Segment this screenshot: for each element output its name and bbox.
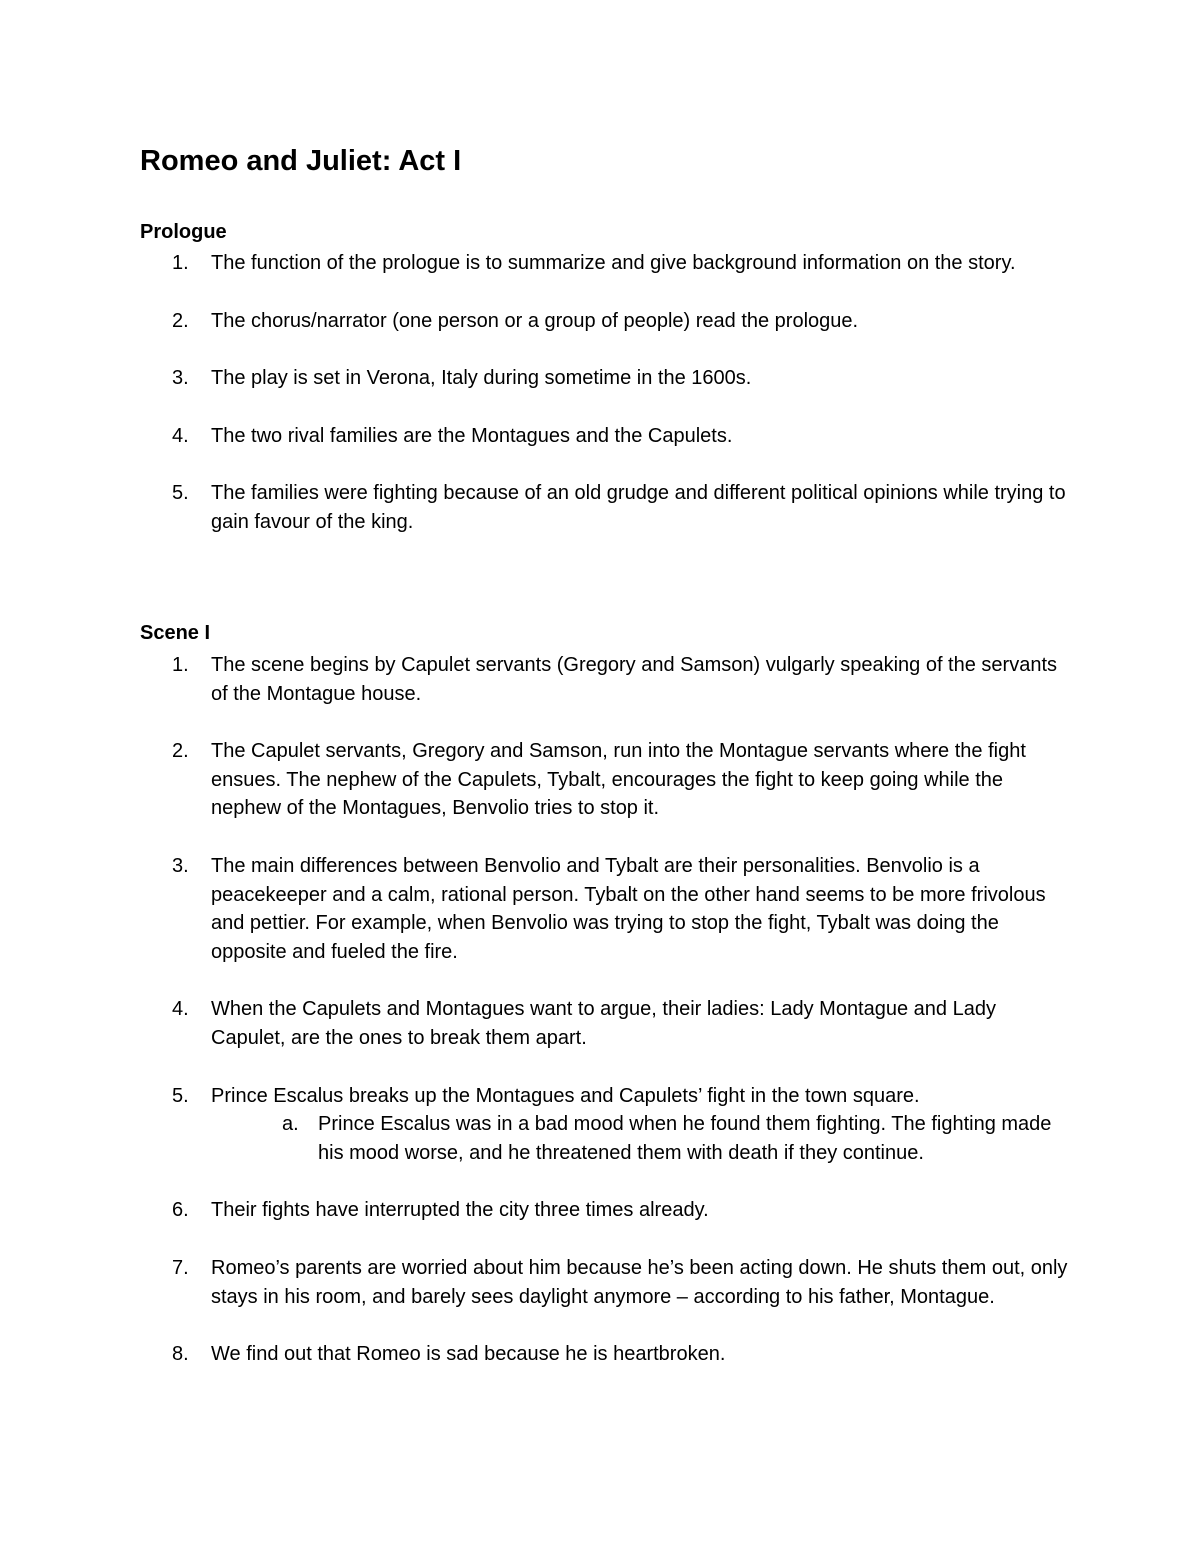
list-item-number: 1. — [172, 654, 189, 676]
list-item — [0, 651, 1200, 708]
list-item-text: The main differences between Benvolio and Tybalt are their personalities. Benvolio is a peacekeeper and a calm, rational person. Tybalt on the other hand seems to be more frivolous and pettier. For example, when Benvolio was trying to stop the fight, Tybalt was doing the opposite and fueled the fire. — [211, 854, 1046, 963]
list-item-text: The function of the prologue is to summarize and give background information on the story. — [211, 252, 1016, 274]
list-item-number: 5. — [172, 482, 189, 505]
sub-list-item-text: Prince Escalus was in a bad mood when he found them fighting. The fighting made his mood worse, and he threatened them with death if they continue. — [318, 1113, 1052, 1164]
list-item — [0, 422, 1200, 451]
list-item-number: 7. — [172, 1256, 189, 1279]
list-item-text: The Capulet servants, Gregory and Samson, run into the Montague servants where the fight ensues. The nephew of the Capulets, Tybalt, encourages the fight to keep going while the nephew of the Montagues, Benvolio tries to stop it. — [211, 740, 1026, 820]
prologue-list — [0, 249, 1200, 566]
list-item-number: 5. — [172, 1084, 189, 1107]
list-item-number: 3. — [172, 367, 189, 390]
list-item-number: 2. — [172, 309, 189, 332]
list-item-number: 3. — [172, 854, 189, 877]
section-heading-prologue: Prologue — [140, 221, 227, 243]
list-item — [0, 307, 1200, 336]
list-item-number: 6. — [172, 1199, 189, 1222]
list-item-number: 4. — [172, 998, 189, 1021]
list-item-text: Their fights have interrupted the city three times already. — [211, 1199, 709, 1222]
list-item — [0, 364, 1200, 393]
list-item — [0, 1082, 1200, 1168]
document-title: Romeo and Juliet: Act I — [140, 145, 462, 177]
list-item — [0, 995, 1200, 1052]
list-item-number: 4. — [172, 424, 189, 447]
list-item-number: 1. — [172, 252, 189, 274]
list-item-text: The chorus/narrator (one person or a group of people) read the prologue. — [211, 309, 859, 332]
sub-list — [0, 1110, 1200, 1167]
list-item-text: Prince Escalus breaks up the Montagues and Capulets’ fight in the town square. — [211, 1084, 920, 1107]
sub-list-item-letter: a. — [282, 1113, 299, 1136]
sub-list-item — [0, 1110, 1200, 1167]
list-item — [0, 479, 1200, 536]
list-item-text: The families were fighting because of an old grudge and different political opinions while trying to gain favour of the king. — [211, 482, 1066, 533]
list-item-text: Romeo’s parents are worried about him because he’s been acting down. He shuts them out, only stays in his room, and barely sees daylight anymore – according to his father, Montague. — [211, 1256, 1068, 1308]
list-item — [0, 249, 1200, 278]
list-item — [0, 1254, 1200, 1311]
list-item-text: The two rival families are the Montagues and the Capulets. — [211, 424, 733, 447]
list-item — [0, 852, 1200, 966]
scene-i-list — [0, 651, 1200, 1398]
list-item-text: When the Capulets and Montagues want to argue, their ladies: Lady Montague and Lady Capulet, are the ones to break them apart. — [211, 998, 996, 1049]
section-heading-scene-i: Scene I — [140, 622, 211, 644]
list-item — [0, 1196, 1200, 1225]
list-item-number: 2. — [172, 740, 189, 763]
list-item-text: We find out that Romeo is sad because he is heartbroken. — [211, 1343, 726, 1366]
list-item — [0, 737, 1200, 823]
list-item-number: 8. — [172, 1343, 189, 1366]
list-item — [0, 1340, 1200, 1369]
list-item-text: The scene begins by Capulet servants (Gregory and Samson) vulgarly speaking of the servants of the Montague house. — [211, 654, 1057, 705]
list-item-text: The play is set in Verona, Italy during sometime in the 1600s. — [211, 367, 752, 390]
